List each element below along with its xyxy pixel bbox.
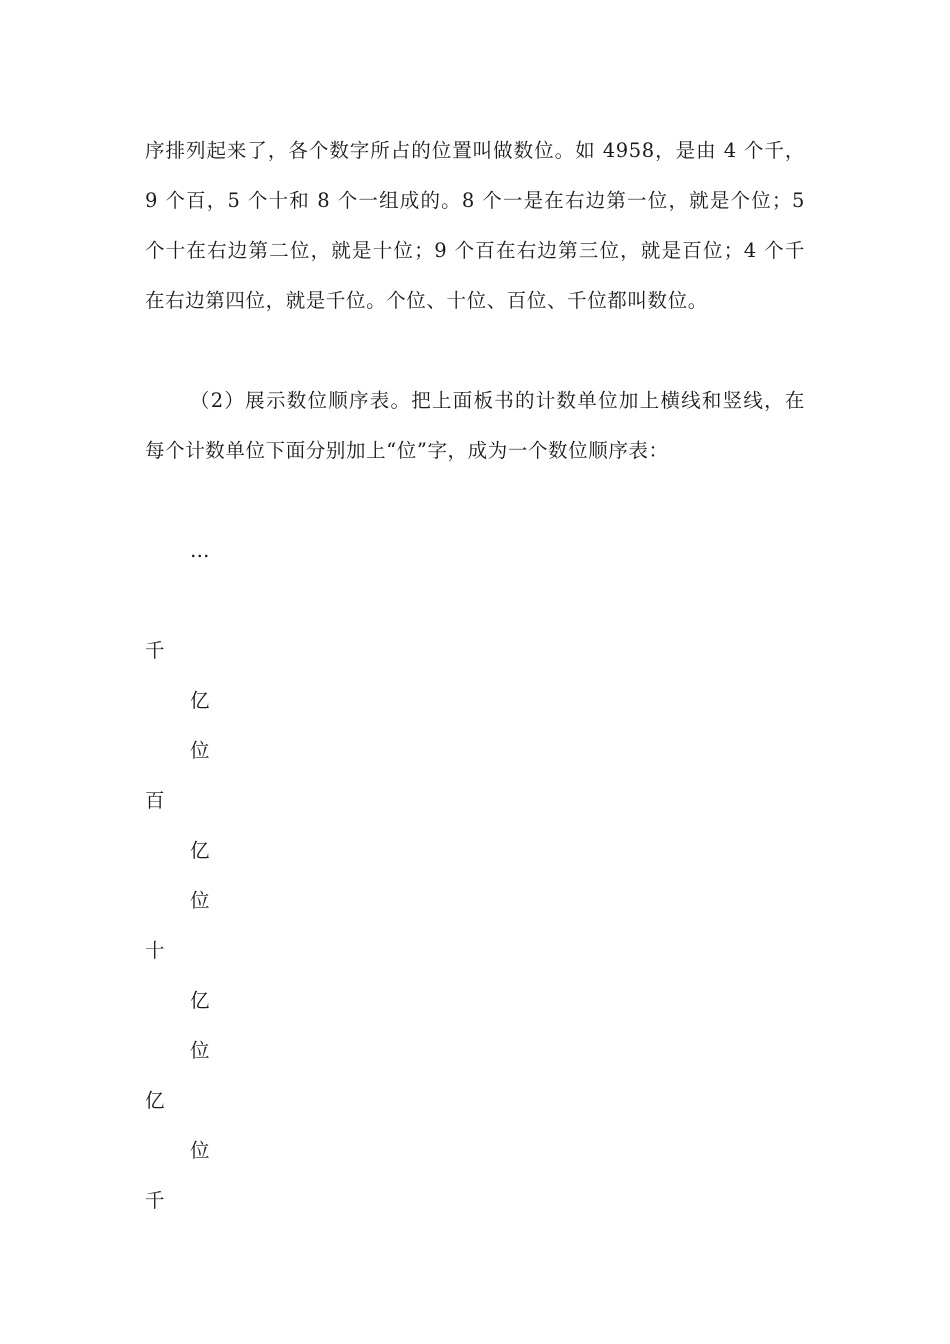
ellipsis: … (190, 539, 210, 562)
order-table-line: 位 (190, 1039, 210, 1062)
order-table-line: 亿 (190, 689, 210, 712)
order-table-line: 亿 (190, 989, 210, 1012)
body-paragraph-1: 序排列起来了，各个数字所占的位置叫做数位。如 4958，是由 4 个千，9 个百，5 个十和 8 个一组成的。8 个一是在右边第一位，就是个位；5 个十在右边第二位，就是十位；9 个百在右边第三位，就是百位；4 个千在右边第四位，就是千位。个位、十位、百位、千位都叫数位。 (145, 139, 805, 312)
order-table-line: 十 (145, 939, 165, 962)
order-table-line: 千 (145, 639, 165, 662)
order-table-line: 百 (145, 789, 165, 812)
order-table-line: 亿 (145, 1089, 165, 1112)
order-table-line: 千 (145, 1189, 165, 1212)
order-table-line: 亿 (190, 839, 210, 862)
order-table-line: 位 (190, 1139, 210, 1162)
order-table-line: 位 (190, 889, 210, 912)
body-paragraph-2: （2）展示数位顺序表。把上面板书的计数单位加上横线和竖线，在每个计数单位下面分别加上“位”字，成为一个数位顺序表： (145, 389, 805, 462)
order-table-line: 位 (190, 739, 210, 762)
